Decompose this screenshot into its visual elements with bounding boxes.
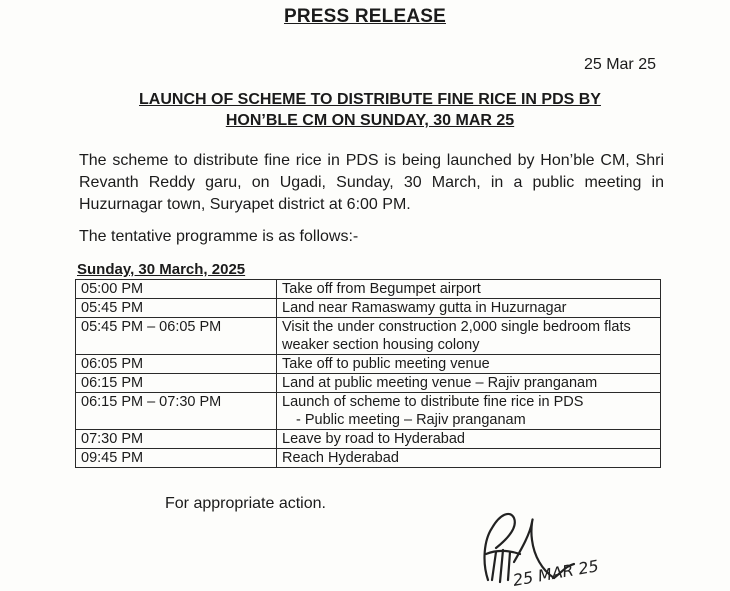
event-cell: Reach Hyderabad	[277, 449, 661, 468]
event-sub-item: - Public meeting – Rajiv pranganam	[296, 412, 526, 428]
page-title: PRESS RELEASE	[283, 6, 447, 27]
time-cell: 09:45 PM	[76, 449, 277, 468]
table-row	[76, 299, 661, 318]
event-cell: Take off to public meeting venue	[277, 355, 661, 374]
time-cell: 05:00 PM	[76, 280, 277, 299]
table-row	[76, 355, 661, 374]
handwritten-signature	[470, 500, 690, 591]
subject-heading	[60, 89, 680, 131]
event-cell: Land at public meeting venue – Rajiv pranganam	[277, 374, 661, 393]
time-cell: 06:15 PM	[76, 374, 277, 393]
event-cell: Land near Ramaswamy gutta in Huzurnagar	[277, 299, 661, 318]
subject-line-1: LAUNCH OF SCHEME TO DISTRIBUTE FINE RICE IN PDS BY	[139, 91, 601, 108]
table-row	[76, 449, 661, 468]
schedule-table	[75, 279, 661, 468]
programme-intro: The tentative programme is as follows:-	[79, 228, 359, 245]
body-paragraph: The scheme to distribute fine rice in PDS is being launched by Hon’ble CM, Shri Revanth Reddy garu, on Ugadi, Sunday, 30 March, in a public meeting in Huzurnagar town, Suryapet district at 6:00 PM.	[79, 152, 664, 213]
table-row	[76, 280, 661, 299]
table-row	[76, 393, 661, 430]
table-row	[76, 374, 661, 393]
event-cell: Leave by road to Hyderabad	[277, 430, 661, 449]
event-main-text: Launch of scheme to distribute fine rice in PDS	[282, 394, 584, 410]
table-row	[76, 318, 661, 355]
event-cell: Take off from Begumpet airport	[277, 280, 661, 299]
time-cell: 05:45 PM	[76, 299, 277, 318]
table-row	[76, 430, 661, 449]
event-cell: Visit the under construction 2,000 single bedroom flats weaker section housing colony	[277, 318, 661, 355]
schedule-day-heading: Sunday, 30 March, 2025	[77, 261, 246, 278]
time-cell: 06:15 PM – 07:30 PM	[76, 393, 277, 430]
closing-action-note: For appropriate action.	[165, 495, 326, 512]
signature-date: 25 MAR 25	[511, 556, 601, 590]
subject-line-2: HON’BLE CM ON SUNDAY, 30 MAR 25	[225, 112, 515, 129]
time-cell: 07:30 PM	[76, 430, 277, 449]
event-cell	[277, 393, 661, 430]
time-cell: 05:45 PM – 06:05 PM	[76, 318, 277, 355]
time-cell: 06:05 PM	[76, 355, 277, 374]
release-date: 25 Mar 25	[583, 56, 656, 73]
